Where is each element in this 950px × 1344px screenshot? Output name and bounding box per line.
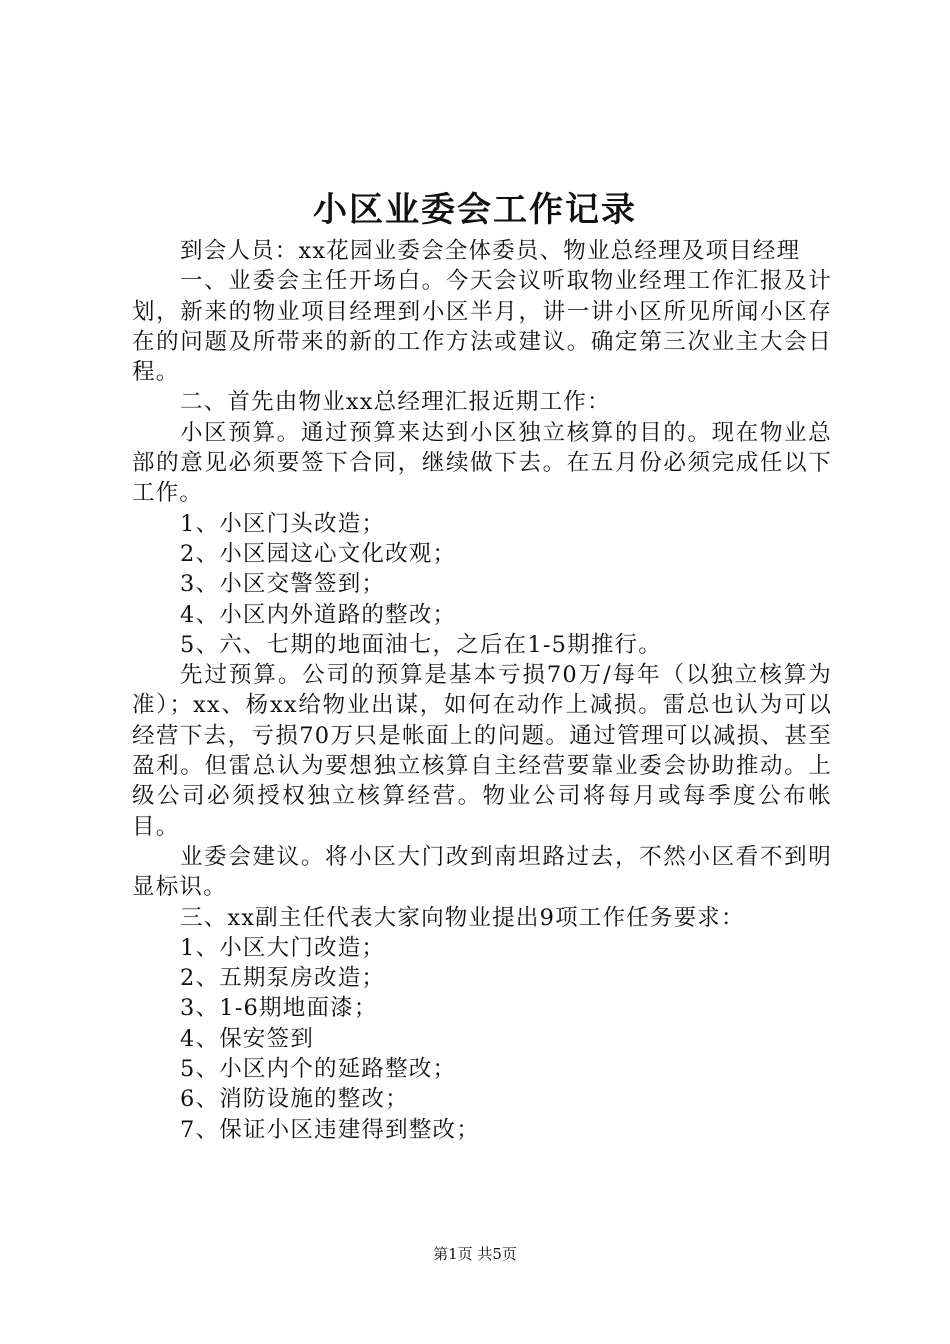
list-item: 2、五期泵房改造；: [180, 965, 386, 992]
page-footer: 第1页 共5页: [433, 1245, 517, 1263]
paragraph: 一、业委会主任开场白。今天会议听取物业经理工作汇报及计划，新来的物业项目经理到小区半月，讲一讲小区所见所闻小区存在的问题及所带来的新的工作方法或建议。确定第三次业主大会日程。: [132, 268, 832, 386]
list-item: 5、小区内个的延路整改；: [180, 1056, 457, 1083]
paragraph: 二、首先由物业xx总经理汇报近期工作：: [180, 389, 611, 416]
list-item: 4、保安签到: [180, 1025, 315, 1052]
list-item: 4、小区内外道路的整改；: [180, 601, 457, 628]
list-item: 6、消防设施的整改；: [180, 1086, 409, 1113]
list-item: 7、保证小区违建得到整改；: [180, 1116, 480, 1143]
list-item: 3、小区交警签到；: [180, 571, 386, 598]
paragraph: 业委会建议。将小区大门改到南坦路过去，不然小区看不到明显标识。: [132, 843, 832, 901]
document-title: 小区业委会工作记录: [313, 190, 637, 230]
document-body: [132, 236, 832, 1145]
list-item: 5、六、七期的地面油七，之后在1-5期推行。: [180, 631, 662, 658]
paragraph: 先过预算。公司的预算是基本亏损70万/每年（以独立核算为准）；xx、杨xx给物业出谋，如何在动作上减损。雷总也认为可以经营下去，亏损70万只是帐面上的问题。通过管理可以减损、甚至盈利。但雷总认为要想独立核算自主经营要靠业委会协助推动。上级公司必须授权独立核算经营。物业公司将每月或每季度公布帐目。: [132, 662, 832, 840]
paragraph: 三、xx副主任代表大家向物业提出9项工作任务要求：: [180, 904, 745, 931]
paragraph: 小区预算。通过预算来达到小区独立核算的目的。现在物业总部的意见必须要签下合同，继续做下去。在五月份必须完成任以下工作。: [132, 419, 832, 507]
list-item: 3、1-6期地面漆；: [180, 995, 378, 1022]
paragraph: 到会人员：xx花园业委会全体委员、物业总经理及项目经理: [180, 238, 801, 264]
list-item: 2、小区园这心文化改观；: [180, 540, 457, 567]
list-item: 1、小区门头改造；: [180, 510, 386, 537]
list-item: 1、小区大门改造；: [180, 934, 386, 961]
